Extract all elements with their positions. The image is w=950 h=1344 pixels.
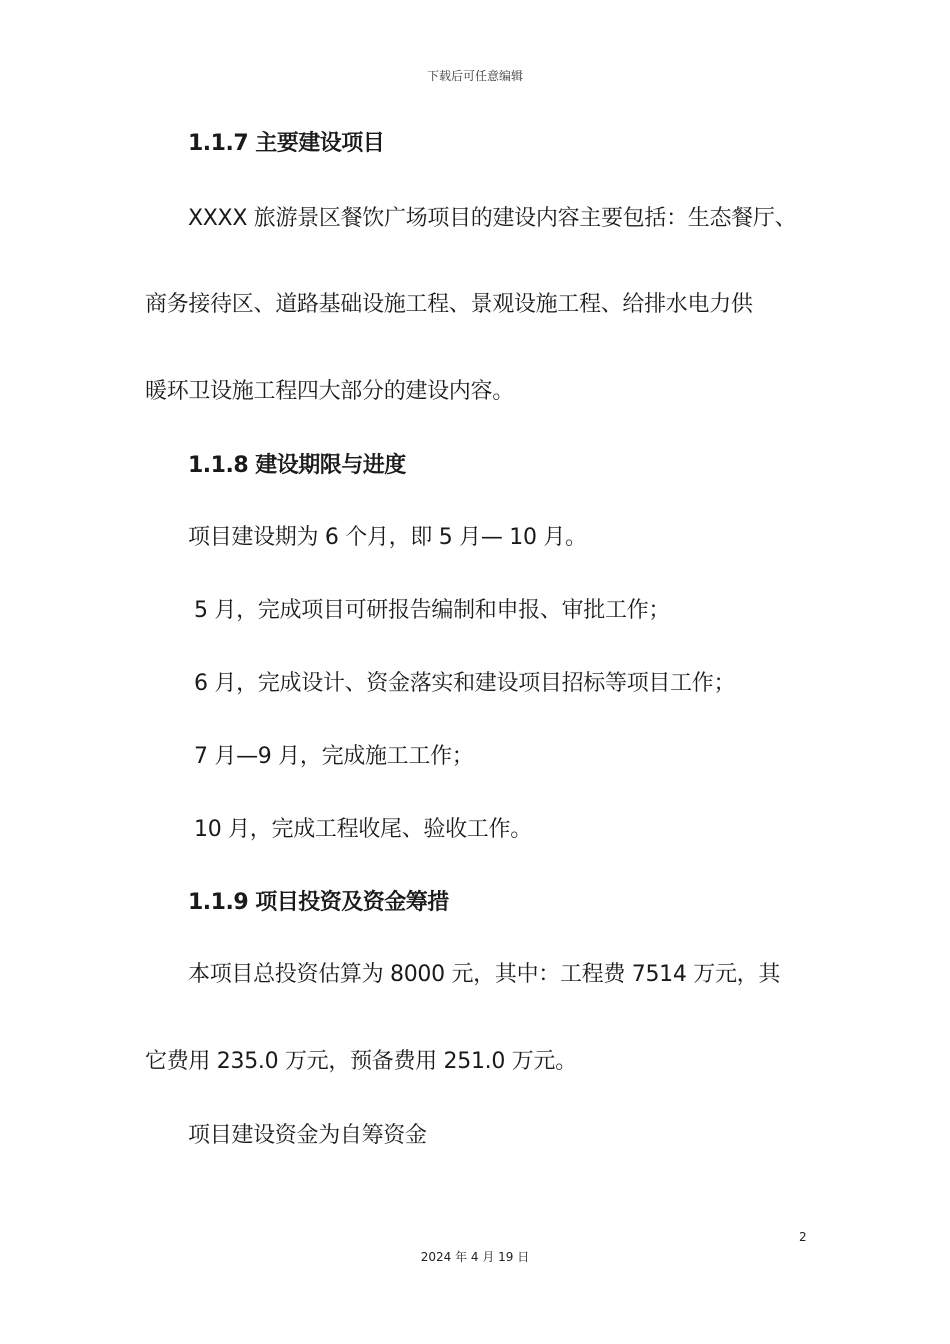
schedule-item: 10 月，完成工程收尾、验收工作。	[194, 817, 532, 842]
paragraph-line: 暖环卫设施工程四大部分的建设内容。	[145, 379, 514, 404]
schedule-item: 6 月，完成设计、资金落实和建设项目招标等项目工作；	[194, 671, 736, 696]
paragraph-line: 它费用 235.0 万元，预备费用 251.0 万元。	[145, 1049, 577, 1074]
section-heading-1-1-7: 1.1.7 主要建设项目	[188, 131, 385, 156]
schedule-item: 5 月，完成项目可研报告编制和申报、审批工作；	[194, 598, 671, 623]
paragraph-line: 本项目总投资估算为 8000 元，其中：工程费 7514 万元，其	[188, 962, 781, 987]
footer-date: 2024 年 4 月 19 日	[420, 1250, 530, 1264]
paragraph-line: 项目建设资金为自筹资金	[188, 1123, 427, 1148]
paragraph-line: 项目建设期为 6 个月，即 5 月— 10 月。	[188, 525, 587, 550]
section-heading-1-1-9: 1.1.9 项目投资及资金筹措	[188, 890, 449, 915]
paragraph-line: 商务接待区、道路基础设施工程、景观设施工程、给排水电力供	[145, 292, 753, 317]
schedule-item: 7 月—9 月，完成施工工作；	[194, 744, 474, 769]
section-heading-1-1-8: 1.1.8 建设期限与进度	[188, 453, 406, 478]
paragraph-line: XXXX 旅游景区餐饮广场项目的建设内容主要包括：生态餐厅、	[188, 206, 797, 231]
header-note: 下载后可任意编辑	[426, 69, 523, 83]
page-number: 2	[799, 1230, 807, 1244]
